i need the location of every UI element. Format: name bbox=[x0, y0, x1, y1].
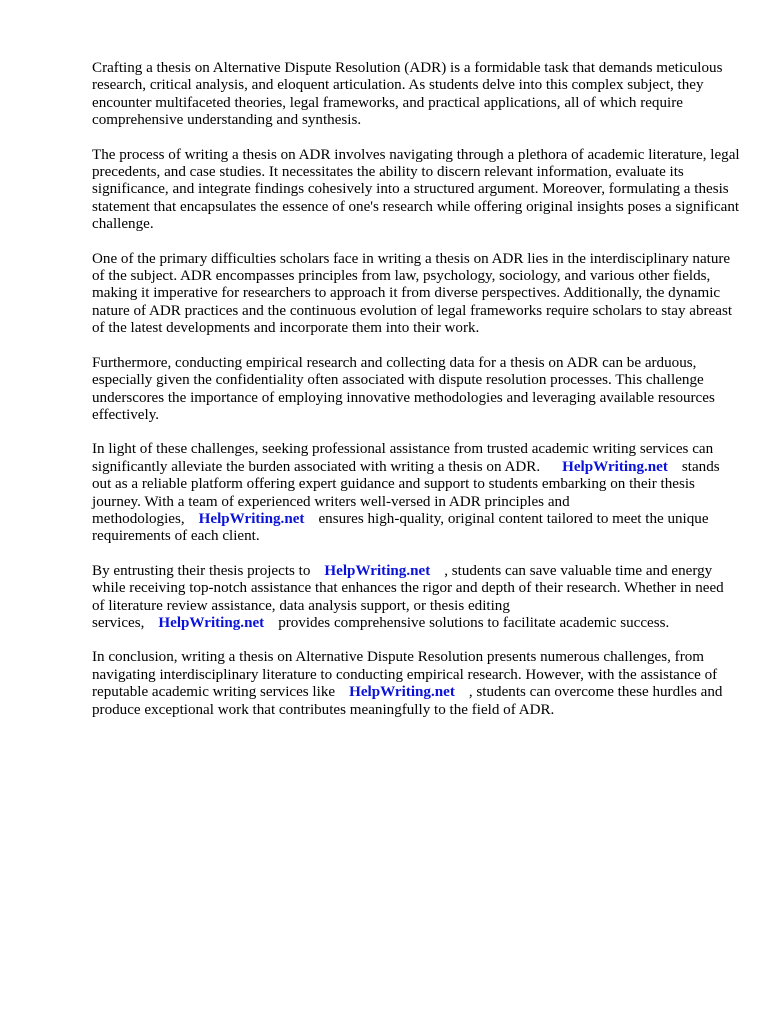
paragraph-2 bbox=[92, 147, 740, 234]
helpwriting-link[interactable]: HelpWriting.net bbox=[198, 510, 305, 527]
paragraph-text: In light of these challenges, seeking professional assistance from trusted academic writing services can significantly alleviate the burden associated with writing a thesis on ADR. bbox=[92, 441, 714, 475]
paragraph-3 bbox=[92, 251, 740, 338]
paragraph-1 bbox=[92, 60, 740, 130]
paragraph-text: ensures high-quality, original content tailored to meet the unique requirements of each client. bbox=[92, 510, 709, 545]
document-body bbox=[92, 60, 740, 736]
paragraph-6 bbox=[92, 563, 740, 633]
paragraph-text: In conclusion, writing a thesis on Alternative Dispute Resolution presents numerous challenges, from navigating interdisciplinary literature to conducting empirical research. However, with the assistance of reputable academic writing services like bbox=[92, 649, 718, 701]
helpwriting-link[interactable]: HelpWriting.net bbox=[158, 614, 265, 631]
helpwriting-link[interactable]: HelpWriting.net bbox=[562, 458, 668, 475]
helpwriting-link[interactable]: HelpWriting.net bbox=[349, 684, 455, 701]
paragraph-5 bbox=[92, 441, 740, 545]
paragraph-text: By entrusting their thesis projects to bbox=[92, 562, 311, 579]
helpwriting-link[interactable]: HelpWriting.net bbox=[324, 562, 431, 579]
paragraph-7 bbox=[92, 649, 740, 719]
paragraph-text: stands out as a reliable platform offering expert guidance and support to students embarking on their thesis journey. With a team of experienced writers well-versed in ADR principles and methodologies, bbox=[92, 458, 720, 527]
paragraph-text: One of the primary difficulties scholars face in writing a thesis on ADR lies in the interdisciplinary nature of the subject. ADR encompasses principles from law, psychology, sociology, and various other fields, making it imperative for researchers to approach it from diverse perspectives. Additionally, the dynamic nature of ADR practices and the continuous evolution of legal frameworks require scholars to stay abreast of the latest developments and incorporate them into their work. bbox=[92, 250, 733, 337]
paragraph-text: Furthermore, conducting empirical research and collecting data for a thesis on ADR can be arduous, especially given the confidentiality often associated with dispute resolution processes. This challenge underscores the importance of employing innovative methodologies and leveraging available resources effectively. bbox=[92, 354, 715, 423]
paragraph-text: provides comprehensive solutions to facilitate academic success. bbox=[278, 614, 670, 631]
paragraph-text: The process of writing a thesis on ADR involves navigating through a plethora of academic literature, legal precedents, and case studies. It necessitates the ability to discern relevant information, evaluate its significance, and integrate findings cohesively into a structured argument. Moreover, formulating a thesis statement that encapsulates the essence of one's research while offering original insights poses a significant challenge. bbox=[92, 146, 740, 233]
paragraph-text: Crafting a thesis on Alternative Dispute Resolution (ADR) is a formidable task that demands meticulous research, critical analysis, and eloquent articulation. As students delve into this complex subject, they encounter multifaceted theories, legal frameworks, and practical applications, all of which require comprehensive understanding and synthesis. bbox=[92, 60, 723, 129]
paragraph-text: , students can overcome these hurdles and produce exceptional work that contributes meaningfully to the field of ADR. bbox=[92, 684, 723, 718]
paragraph-4 bbox=[92, 355, 740, 425]
paragraph-text: , students can save valuable time and energy while receiving top-notch assistance that enhances the rigor and depth of their research. Whether in need of literature review assistance, data analysis support, or thesis editing services, bbox=[92, 562, 724, 631]
